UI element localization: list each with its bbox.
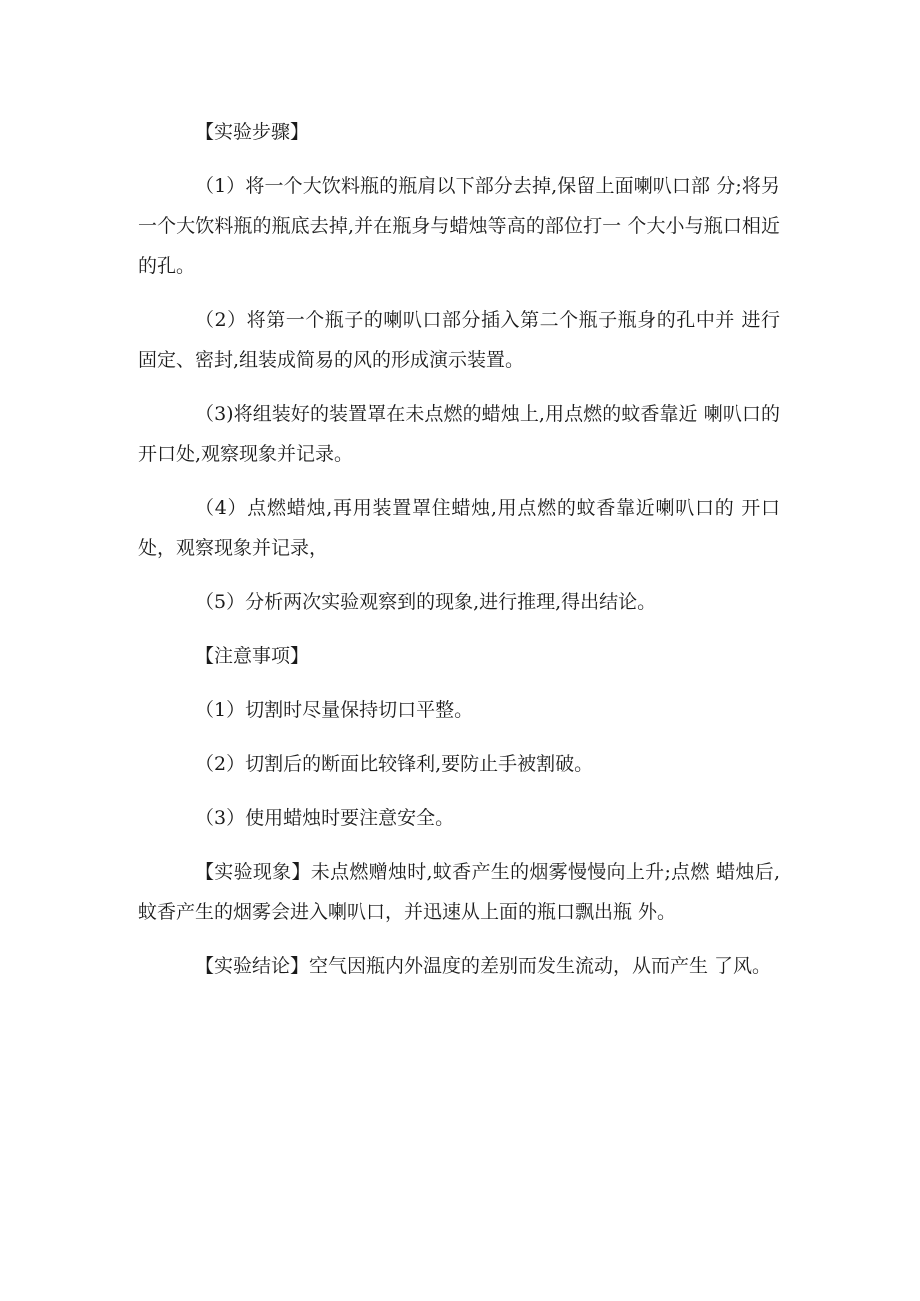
note-item-1: （1）切割时尽量保持切口平整。: [195, 699, 474, 721]
phenomenon-paragraph: 【实验现象】未点燃赠烛时,蚊香产生的烟雾慢慢向上升;点燃 蜡烛后,蚊香产生的烟雾会进入喇叭口，并迅速从上面的瓶口飘出瓶 外。: [138, 861, 780, 923]
conclusion-paragraph: 【实验结论】空气因瓶内外温度的差别而发生流动，从而产生 了风。: [195, 955, 772, 977]
note-item-3: （3）使用蜡烛时要注意安全。: [195, 807, 455, 829]
step-item-5: （5）分析两次实验观察到的现象,进行推理,得出结论。: [195, 591, 657, 613]
notes-heading: 【注意事项】: [195, 645, 310, 667]
step-item-4: （4）点燃蜡烛,再用装置罩住蜡烛,用点燃的蚊香靠近喇叭口的 开口处，观察现象并记录，: [138, 497, 780, 559]
note-item-2: （2）切割后的断面比较锋利,要防止手被割破。: [195, 753, 594, 775]
step-item-3: （3)将组装好的装置罩在未点燃的蜡烛上,用点燃的蚊香靠近 喇叭口的开口处,观察现象并记录。: [138, 403, 780, 465]
steps-heading: 【实验步骤】: [195, 121, 310, 143]
step-item-2: （2）将第一个瓶子的喇叭口部分插入第二个瓶子瓶身的孔中并 进行固定、密封,组装成简易的风的形成演示装置。: [138, 309, 780, 371]
document-body: [138, 112, 780, 1000]
step-item-1: （1）将一个大饮料瓶的瓶肩以下部分去掉,保留上面喇叭口部 分;将另一个大饮料瓶的瓶底去掉,并在瓶身与蜡烛等高的部位打一 个大小与瓶口相近的孔。: [138, 175, 780, 277]
